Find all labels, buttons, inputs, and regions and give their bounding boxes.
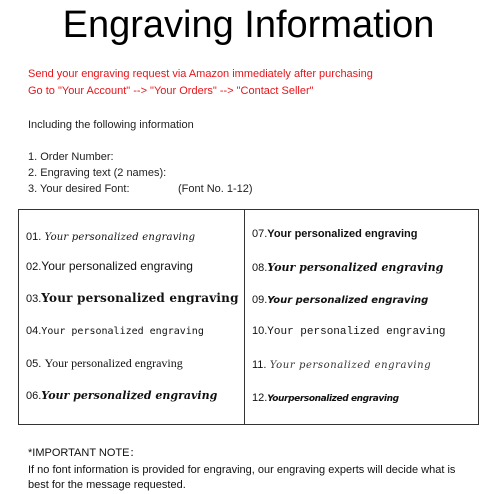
font-sample-text: Your personalized engraving	[269, 360, 432, 371]
font-sample-text: Your personalized engraving	[267, 228, 418, 240]
font-number: 02.	[26, 261, 42, 273]
important-note-line-1: If no font information is provided for engraving, our engraving experts will decide what is	[28, 464, 456, 476]
font-sample-08	[252, 259, 443, 276]
font-sample-06	[26, 387, 217, 404]
font-sample-text: Your personalized engraving	[41, 259, 193, 273]
font-number: 03.	[26, 293, 42, 305]
instruction-line-2: Go to "Your Account" --> "Your Orders" --> "Contact Seller"	[28, 85, 314, 97]
font-number: 10.	[252, 325, 268, 337]
font-sample-09	[252, 291, 428, 309]
font-sample-text: Your personalized engraving	[267, 261, 444, 274]
font-sample-01	[26, 228, 195, 246]
font-sample-12	[252, 389, 399, 407]
important-note-heading: *IMPORTANT NOTE：	[28, 447, 141, 459]
including-info-label: Including the following information	[28, 119, 194, 131]
page-title: Engraving Information	[62, 4, 435, 46]
font-number: 01.	[26, 231, 42, 243]
field-desired-font: 3. Your desired Font:	[28, 183, 130, 195]
font-sample-text: Your personalized engraving	[41, 326, 204, 337]
font-number-hint: (Font No. 1-12)	[178, 183, 253, 195]
font-sample-07	[252, 225, 417, 242]
font-number: 04.	[26, 325, 42, 337]
font-sample-text: Yourpersonalized engraving	[267, 394, 399, 404]
font-sample-11	[252, 356, 431, 374]
important-note-line-2: best for the message requested.	[28, 479, 186, 491]
font-sample-10	[252, 322, 446, 340]
font-sample-text: Your personalized engraving	[41, 291, 239, 305]
font-number: 11.	[252, 359, 267, 371]
font-sample-04	[26, 322, 204, 340]
font-number: 05.	[26, 358, 42, 370]
font-sample-text: Your personalized engraving	[267, 326, 446, 338]
font-sample-text: Your personalized engraving	[44, 356, 183, 370]
font-sample-text: Your personalized engraving	[267, 295, 429, 306]
font-sample-text: Your personalized engraving	[44, 232, 196, 243]
font-number: 12.	[252, 392, 268, 404]
font-number: 08.	[252, 262, 268, 274]
font-samples-divider	[244, 209, 245, 425]
font-sample-02	[26, 258, 193, 275]
field-order-number: 1. Order Number:	[28, 151, 114, 163]
font-sample-03	[26, 290, 239, 307]
font-number: 09.	[252, 294, 268, 306]
font-number: 06.	[26, 390, 42, 402]
field-engraving-text: 2. Engraving text (2 names):	[28, 167, 167, 179]
instruction-line-1: Send your engraving request via Amazon immediately after purchasing	[28, 68, 373, 80]
font-number: 07.	[252, 228, 268, 240]
font-sample-text: Your personalized engraving	[41, 389, 218, 402]
font-sample-05	[26, 355, 183, 372]
